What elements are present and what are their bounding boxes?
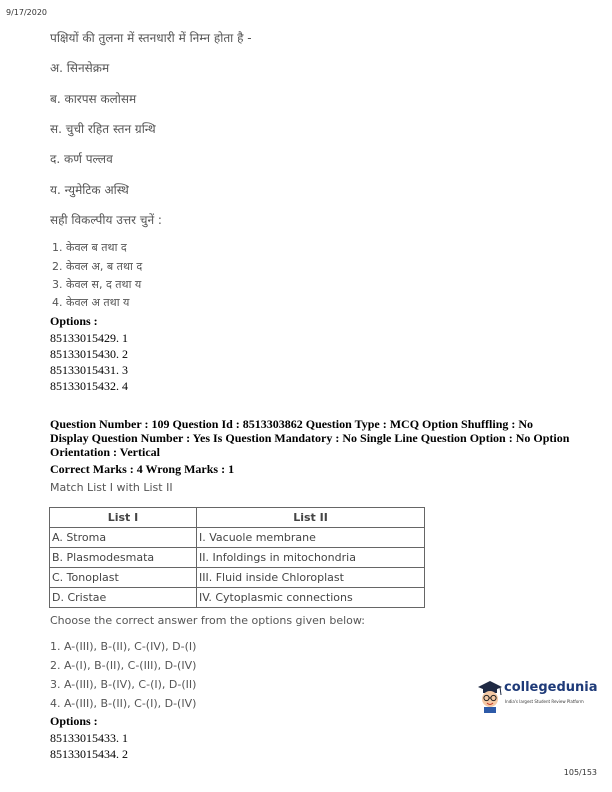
table-cell: III. Fluid inside Chloroplast	[197, 568, 425, 588]
table-cell: II. Infoldings in mitochondria	[197, 548, 425, 568]
answer-choice-3: 3. केवल स, द तथा य	[52, 278, 142, 291]
collegedunia-logo	[476, 678, 598, 714]
table-cell: IV. Cytoplasmic connections	[197, 588, 425, 608]
table-header-row	[50, 508, 425, 528]
match-instruction: Match List I with List II	[50, 481, 173, 494]
statement-a: अ. सिनसेक्रम	[50, 61, 110, 75]
logo-tagline: India's largest Student Review Platform	[505, 699, 584, 704]
options-label: Options :	[50, 714, 98, 728]
answer-choice-4: 4. A-(III), B-(II), C-(I), D-(IV)	[50, 697, 197, 710]
option-id-3: 85133015431. 3	[50, 363, 128, 377]
graduate-mascot-icon	[476, 678, 504, 714]
question-instruction: सही विकल्पीय उत्तर चुनें :	[50, 213, 162, 227]
answer-choice-2: 2. केवल अ, ब तथा द	[52, 260, 143, 273]
table-header: List I	[50, 508, 197, 528]
question-stem: पक्षियों की तुलना में स्तनधारी में निम्न होता है -	[50, 31, 252, 45]
option-id-1: 85133015429. 1	[50, 331, 128, 345]
statement-e: य. न्युमेटिक अस्थि	[50, 183, 129, 197]
choose-instruction: Choose the correct answer from the options given below:	[50, 614, 365, 627]
statement-b: ब. कारपस कलोसम	[50, 92, 137, 106]
logo-wordmark: collegedunia	[504, 680, 598, 695]
answer-choice-1: 1. केवल ब तथा द	[52, 241, 127, 254]
question-meta-line-1: Question Number : 109 Question Id : 8513303862 Question Type : MCQ Option Shuffling : No	[50, 417, 534, 431]
option-id-1: 85133015433. 1	[50, 731, 128, 745]
table-row	[50, 548, 425, 568]
table-cell: I. Vacuole membrane	[197, 528, 425, 548]
answer-choice-2: 2. A-(I), B-(II), C-(III), D-(IV)	[50, 659, 197, 672]
table-cell: B. Plasmodesmata	[50, 548, 197, 568]
table-row	[50, 588, 425, 608]
table-cell: D. Cristae	[50, 588, 197, 608]
answer-choice-3: 3. A-(III), B-(IV), C-(I), D-(II)	[50, 678, 197, 691]
table-row	[50, 528, 425, 548]
statement-c: स. चुची रहित स्तन ग्रन्थि	[50, 122, 156, 136]
print-date: 9/17/2020	[6, 8, 48, 17]
question-meta-line-3: Orientation : Vertical	[50, 445, 160, 459]
answer-choice-4: 4. केवल अ तथा य	[52, 296, 130, 309]
page-number: 105/153	[563, 768, 597, 777]
statement-d: द. कर्ण पल्लव	[50, 152, 113, 166]
marks-info: Correct Marks : 4 Wrong Marks : 1	[50, 462, 235, 476]
question-meta-line-2: Display Question Number : Yes Is Question Mandatory : No Single Line Question Option : No Option	[50, 431, 570, 445]
option-id-4: 85133015432. 4	[50, 379, 128, 393]
table-cell: C. Tonoplast	[50, 568, 197, 588]
answer-choice-1: 1. A-(III), B-(II), C-(IV), D-(I)	[50, 640, 197, 653]
table-header: List II	[197, 508, 425, 528]
match-table	[49, 507, 425, 608]
option-id-2: 85133015430. 2	[50, 347, 128, 361]
table-cell: A. Stroma	[50, 528, 197, 548]
options-label: Options :	[50, 314, 98, 328]
table-row	[50, 568, 425, 588]
option-id-2: 85133015434. 2	[50, 747, 128, 761]
